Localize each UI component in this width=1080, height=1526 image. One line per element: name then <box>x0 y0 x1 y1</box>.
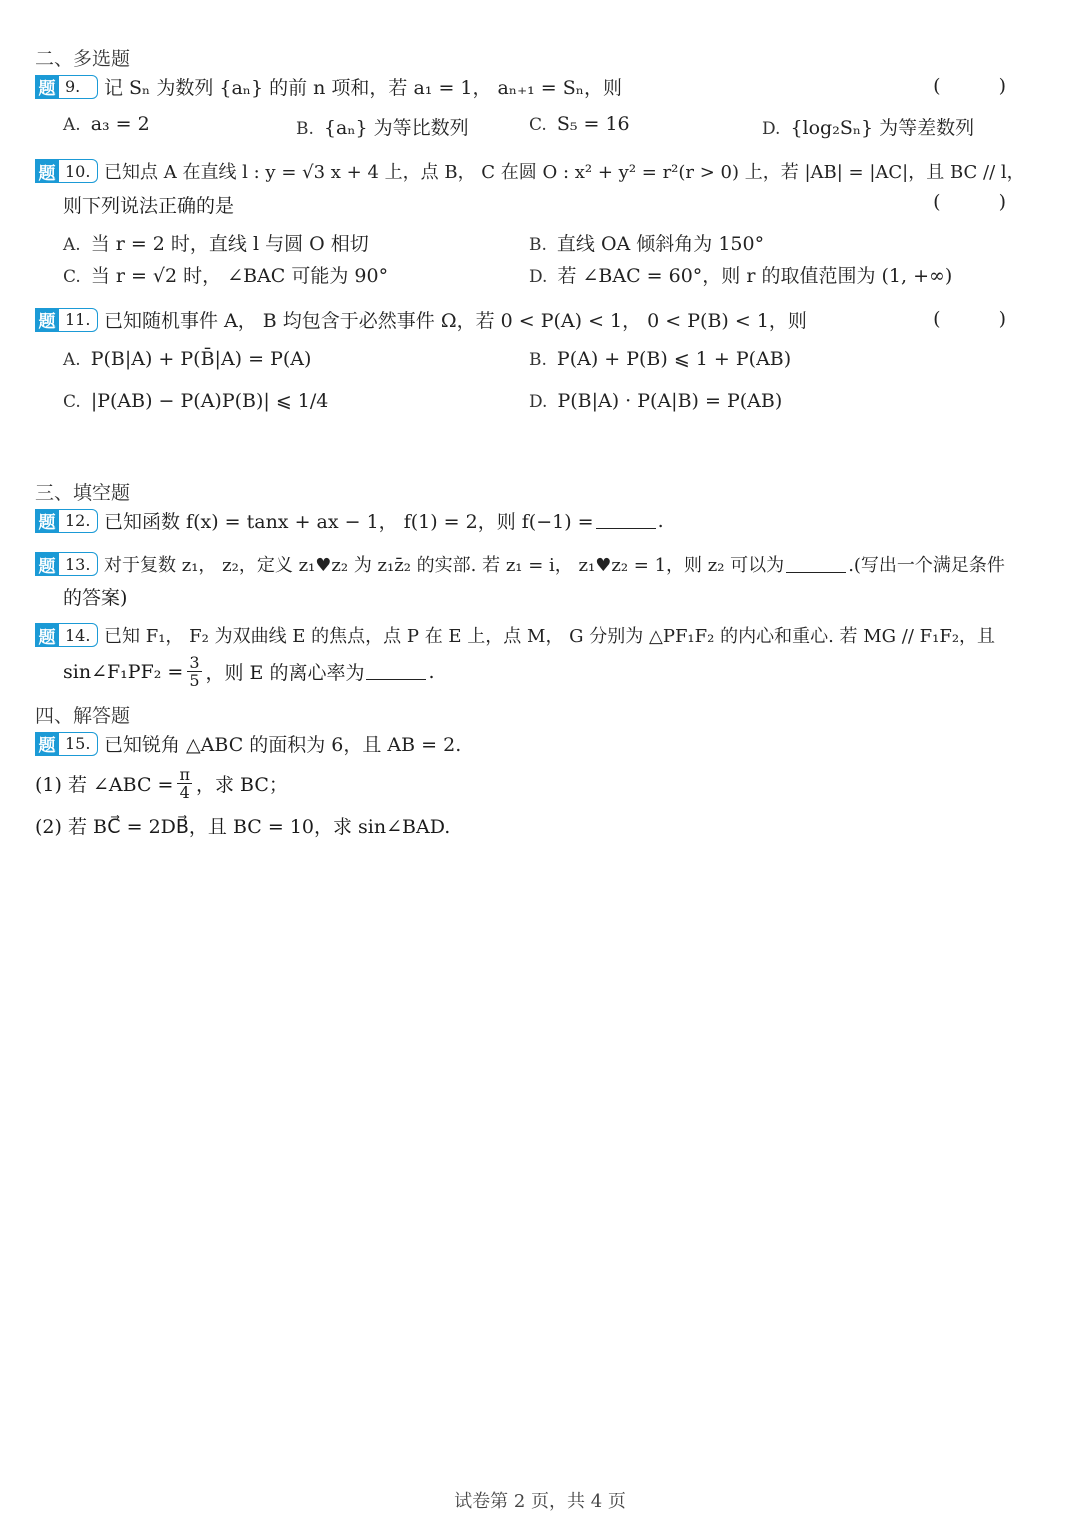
question-14 <box>35 622 1040 648</box>
question-12: 题 12. 已知函数 f(x) = tanx + ax − 1， f(1) = 2，则 f(−1) = . <box>35 507 1040 534</box>
question-badge: 题 10. <box>35 159 98 183</box>
answer-paren: ( ) <box>933 308 1032 330</box>
q10-option-d: D. 若 ∠BAC = 60°，则 r 的取值范围为 (1, +∞) <box>529 265 953 287</box>
question-badge: 题 14. <box>35 623 98 647</box>
question-13-stem: 对于复数 z₁， z₂，定义 z₁♥z₂ 为 z₁z̄₂ 的实部. 若 z₁ = i， z₁♥z₂ = 1，则 z₂ 可以为 <box>104 555 785 576</box>
answer-blank[interactable] <box>366 663 426 680</box>
question-11 <box>35 306 1040 333</box>
answer-blank[interactable] <box>786 556 846 573</box>
answer-paren: ( ) <box>933 75 1032 97</box>
question-15-part-2: (2) 若 BC⃗ = 2DB⃗，且 BC = 10，求 sin∠BAD. <box>35 816 451 838</box>
q10-option-a: A. 当 r = 2 时，直线 l 与圆 O 相切 <box>63 233 369 255</box>
q9-option-b: B. {aₙ} 为等比数列 <box>296 117 469 139</box>
question-10-stem: 已知点 A 在直线 l : y = √3 x + 4 上，点 B， C 在圆 O : x² + y² = r²(r > 0) 上，若 |AB| = |AC|，且 BC // l， <box>104 162 1025 183</box>
q10-option-b: B. 直线 OA 倾斜角为 150° <box>529 233 765 255</box>
q9-option-c: C. S₅ = 16 <box>529 113 630 135</box>
question-9-stem: 记 Sₙ 为数列 {aₙ} 的前 n 项和，若 a₁ = 1， aₙ₊₁ = Sₙ，则 <box>104 77 622 99</box>
page-footer: 试卷第 2 页，共 4 页 <box>454 1491 626 1512</box>
question-14-stem-line2: sin∠F₁PF₂ = $\frac{3}{5}$ ，则 E 的离心率为 . <box>63 653 435 690</box>
q11-option-c: C. |P(AB) − P(A)P(B)| ⩽ 1/4 <box>63 390 329 412</box>
question-15 <box>35 730 1040 757</box>
fraction: $\frac{\pi}{4}$ <box>179 765 190 802</box>
answer-paren: ( ) <box>933 191 1032 213</box>
question-12-stem: 已知函数 f(x) = tanx + ax − 1， f(1) = 2，则 f(−1) = <box>104 511 594 533</box>
q9-option-d: D. {log₂Sₙ} 为等差数列 <box>762 117 975 139</box>
question-badge: 题 9. <box>35 75 98 99</box>
q11-option-b: B. P(A) + P(B) ⩽ 1 + P(AB) <box>529 348 792 370</box>
q11-option-d: D. P(B|A) · P(A|B) = P(AB) <box>529 390 783 412</box>
section-title-multiple-choice: 二、多选题 <box>35 48 131 70</box>
q9-option-a: A. a₃ = 2 <box>63 113 150 135</box>
question-15-part-1: (1) 若 ∠ABC = $\frac{\pi}{4}$ ，求 BC； <box>35 765 288 802</box>
question-10 <box>35 158 1040 184</box>
question-14-stem: 已知 F₁， F₂ 为双曲线 E 的焦点，点 P 在 E 上，点 M， G 分别为 △PF₁F₂ 的内心和重心. 若 MG // F₁F₂，且 <box>104 626 996 647</box>
question-badge: 题 13. <box>35 552 98 576</box>
question-badge: 题 11. <box>35 308 98 332</box>
question-badge: 题 15. <box>35 732 98 756</box>
section-title-fill-in: 三、填空题 <box>35 482 131 504</box>
question-badge: 题 12. <box>35 509 98 533</box>
question-9 <box>35 73 1040 100</box>
section-title-solution: 四、解答题 <box>35 705 131 727</box>
q11-option-a: A. P(B|A) + P(B̄|A) = P(A) <box>63 348 312 370</box>
question-10-stem-line2: 则下列说法正确的是 <box>63 195 235 217</box>
question-13-stem-line2: 的答案) <box>63 587 128 609</box>
answer-blank[interactable] <box>596 512 656 529</box>
question-13: 题 13. 对于复数 z₁， z₂，定义 z₁♥z₂ 为 z₁z̄₂ 的实部. 若 z₁ = i， z₁♥z₂ = 1，则 z₂ 可以为 .(写出一个满足条件 <box>35 551 1040 577</box>
q10-option-c: C. 当 r = √2 时， ∠BAC 可能为 90° <box>63 265 389 287</box>
fraction: $\frac{3}{5}$ <box>189 653 200 690</box>
question-15-stem: 已知锐角 △ABC 的面积为 6，且 AB = 2. <box>104 734 462 756</box>
question-11-stem: 已知随机事件 A， B 均包含于必然事件 Ω，若 0 < P(A) < 1， 0 < P(B) < 1，则 <box>104 310 807 332</box>
